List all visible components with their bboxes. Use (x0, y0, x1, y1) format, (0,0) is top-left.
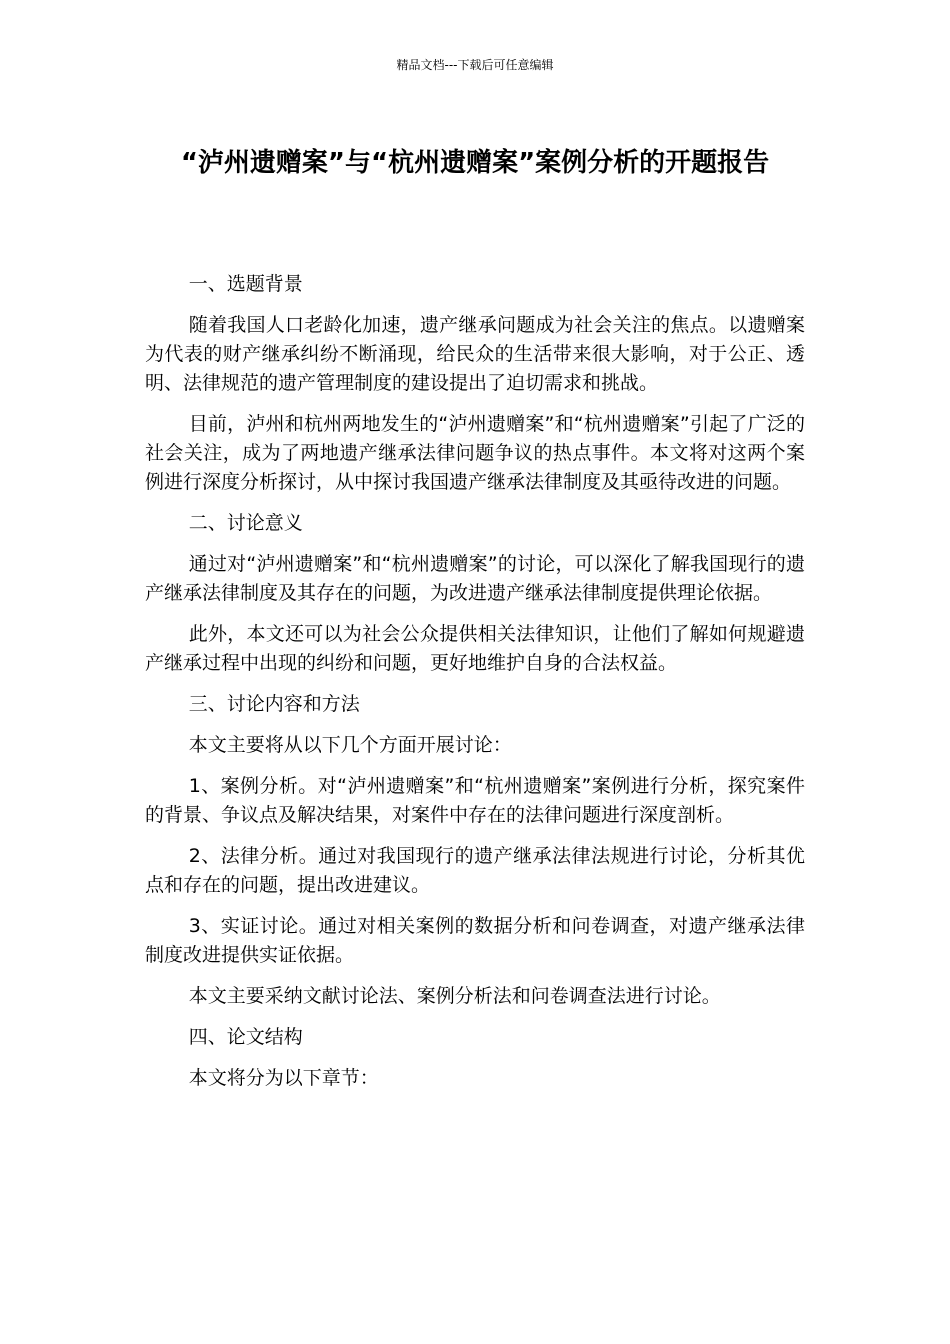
page-header-note: 精品文档---下载后可任意编辑 (396, 58, 554, 72)
section-heading: 四、论文结构 (188, 1026, 303, 1048)
list-item: 1、案例分析。对“泸州遗赠案”和“杭州遗赠案”案例进行分析，探究案件的背景、争议点及解决结果，对案件中存在的法律问题进行深度剖析。 (145, 775, 805, 826)
document-title: “泸州遗赠案”与“杭州遗赠案”案例分析的开题报告 (180, 148, 770, 178)
paragraph: 通过对“泸州遗赠案”和“杭州遗赠案”的讨论，可以深化了解我国现行的遗产继承法律制度及其存在的问题，为改进遗产继承法律制度提供理论依据。 (145, 553, 805, 604)
paragraph: 本文主要采纳文献讨论法、案例分析法和问卷调查法进行讨论。 (188, 985, 721, 1007)
list-item: 3、实证讨论。通过对相关案例的数据分析和问卷调查，对遗产继承法律制度改进提供实证依据。 (145, 915, 805, 966)
paragraph: 随着我国人口老龄化加速，遗产继承问题成为社会关注的焦点。以遗赠案为代表的财产继承纠纷不断涌现，给民众的生活带来很大影响，对于公正、透明、法律规范的遗产管理制度的建设提出了迫切需求和挑战。 (145, 314, 805, 394)
list-item: 2、法律分析。通过对我国现行的遗产继承法律法规进行讨论，分析其优点和存在的问题，提出改进建议。 (145, 845, 805, 896)
paragraph: 本文将分为以下章节： (188, 1067, 379, 1089)
section-heading: 二、讨论意义 (188, 512, 303, 534)
section-heading: 三、讨论内容和方法 (188, 693, 360, 715)
paragraph: 本文主要将从以下几个方面开展讨论： (188, 734, 512, 756)
paragraph: 目前，泸州和杭州两地发生的“泸州遗赠案”和“杭州遗赠案”引起了广泛的社会关注，成为了两地遗产继承法律问题争议的热点事件。本文将对这两个案例进行深度分析探讨，从中探讨我国遗产继承法律制度及其亟待改进的问题。 (145, 413, 805, 493)
section-heading: 一、选题背景 (188, 273, 303, 295)
paragraph: 此外，本文还可以为社会公众提供相关法律知识，让他们了解如何规避遗产继承过程中出现的纠纷和问题，更好地维护自身的合法权益。 (145, 623, 805, 674)
document-body (145, 270, 805, 1105)
